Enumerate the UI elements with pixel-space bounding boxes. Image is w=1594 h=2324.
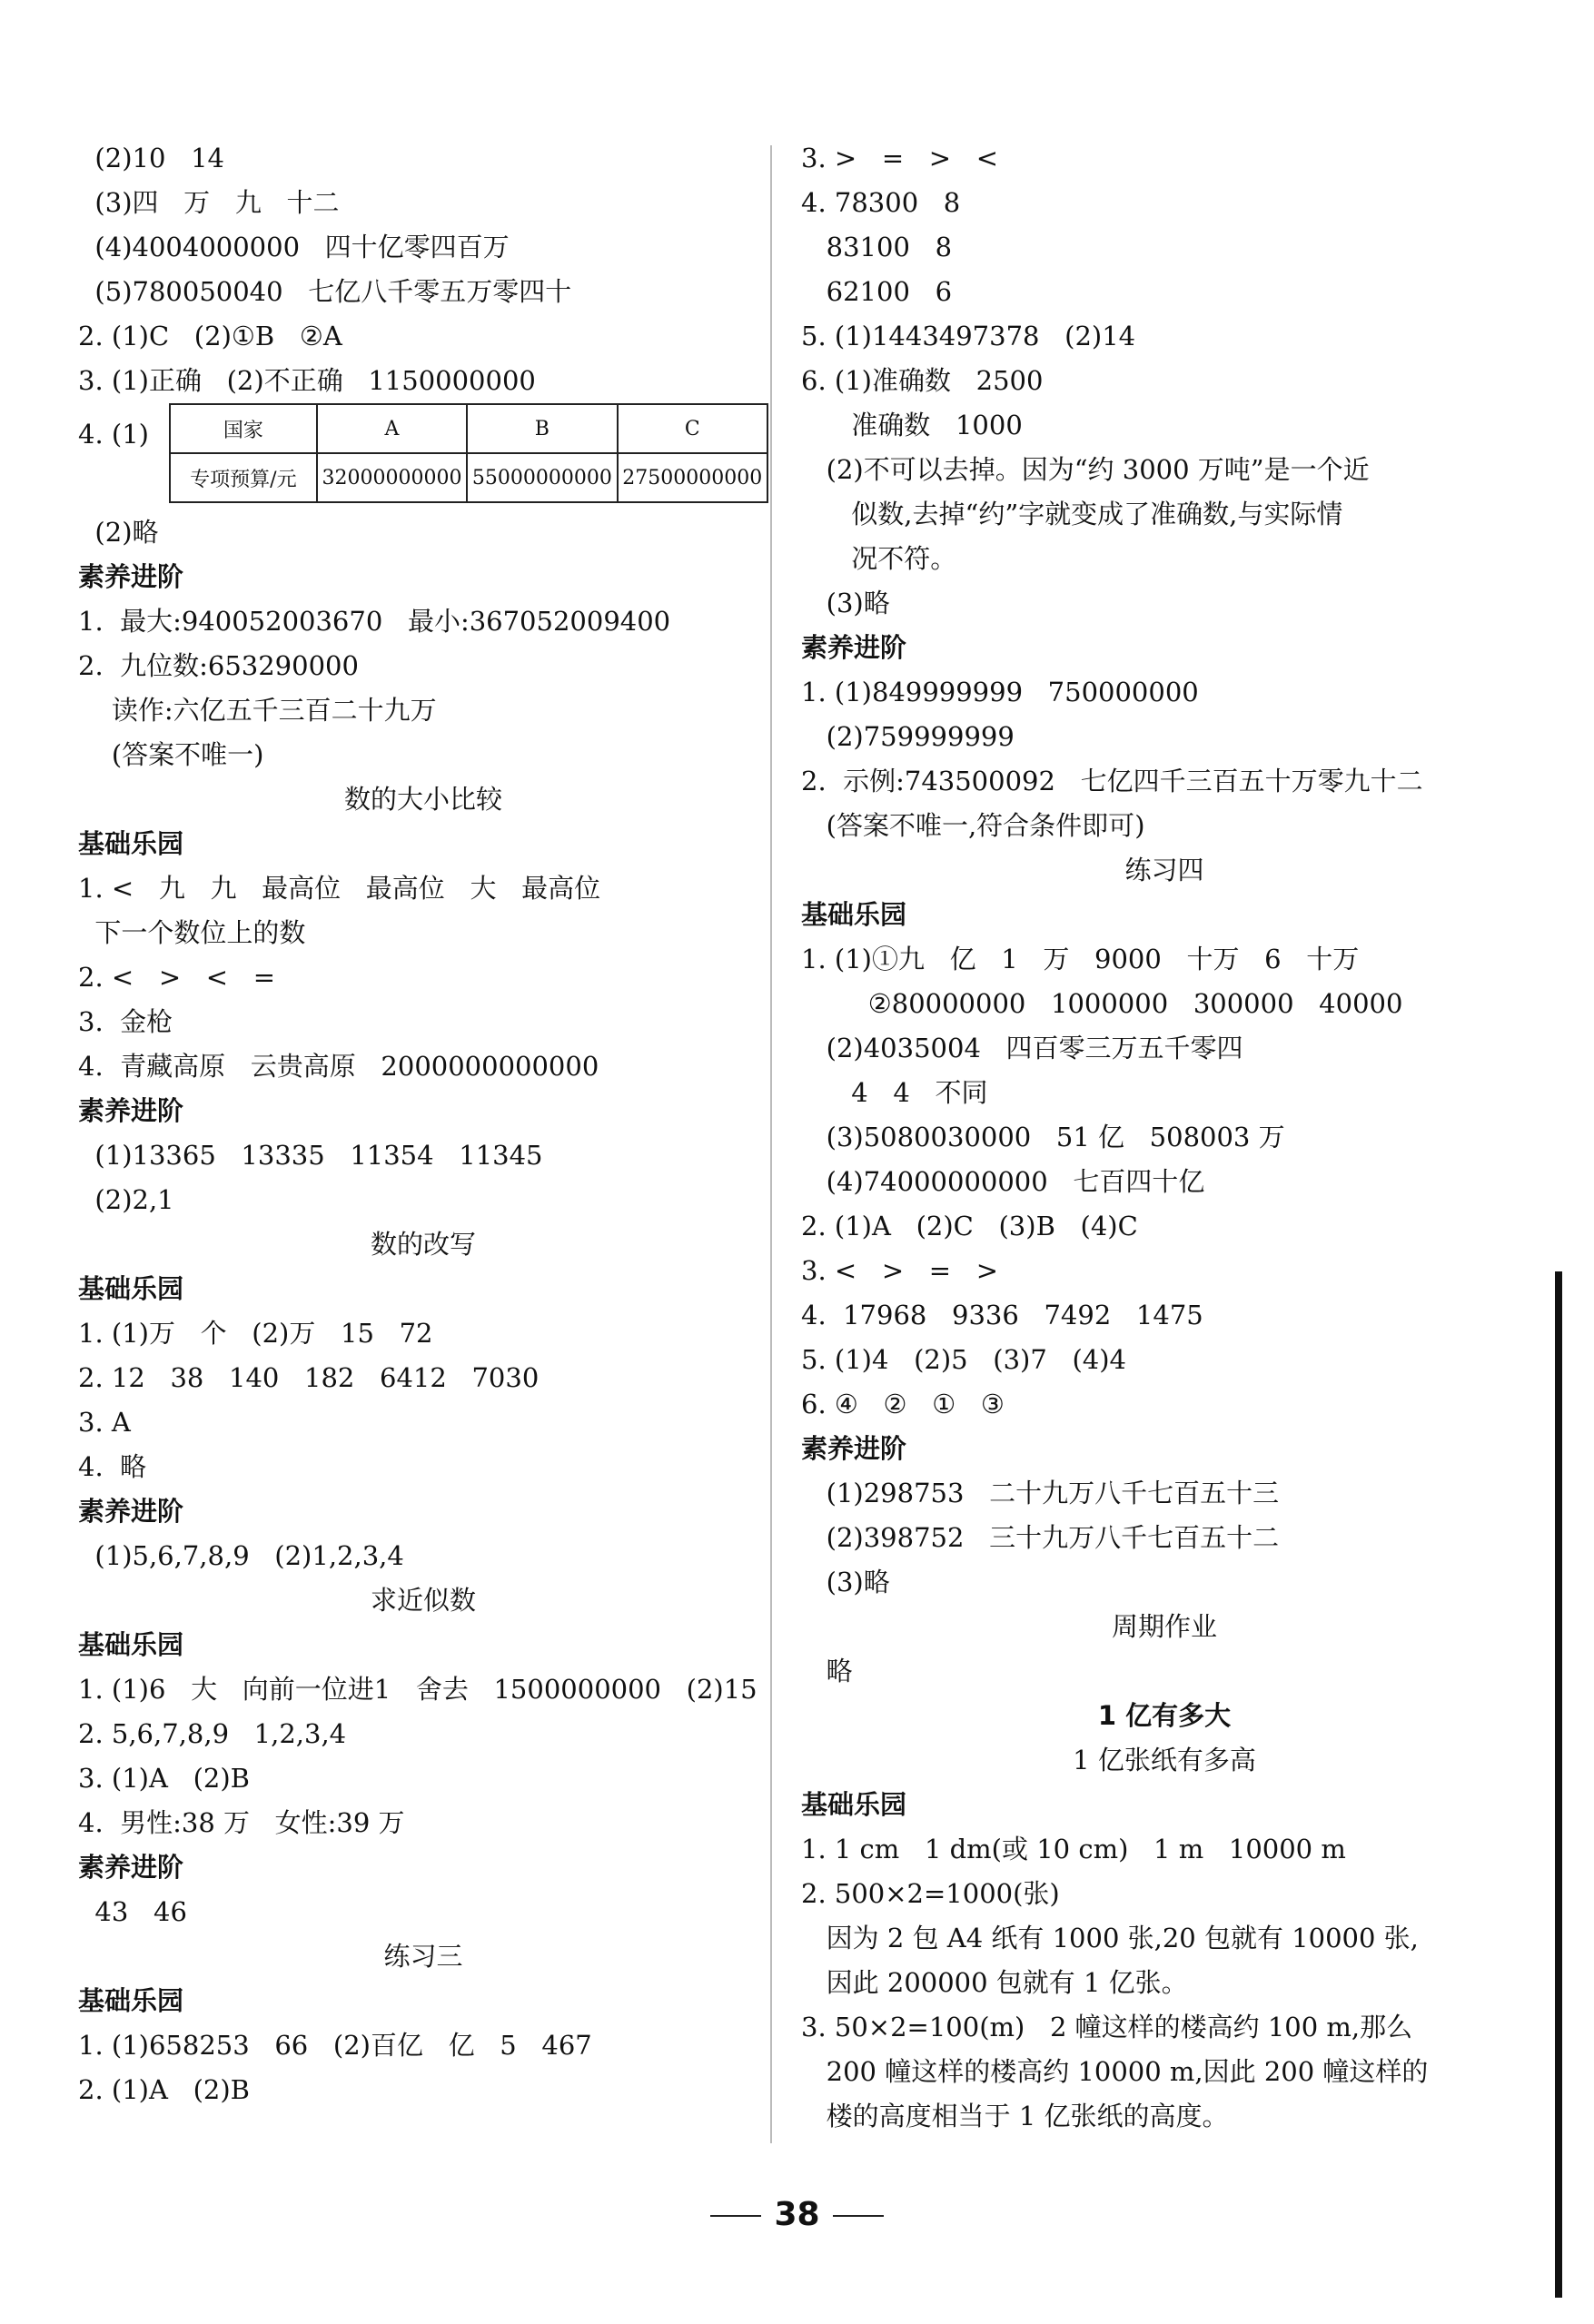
topic-title: 数的改写 [370, 1229, 476, 1260]
answer-line: 3. (1)正确 (2)不正确 1150000000 [78, 365, 536, 396]
topic-title: 1 亿张纸有多高 [1073, 1745, 1256, 1775]
section-heading: 素养进阶 [78, 1852, 184, 1883]
answer-line: (2)略 [78, 517, 159, 548]
answer-line: (1)5,6,7,8,9 (2)1,2,3,4 [78, 1540, 404, 1571]
answer-line: 5. (1)1443497378 (2)14 [801, 321, 1136, 351]
answer-line: 4. 78300 8 [801, 187, 961, 218]
answer-line: 因此 200000 包就有 1 亿张。 [801, 1967, 1188, 1998]
table-row [170, 404, 767, 453]
answer-line: 3. (1)A (2)B [78, 1763, 250, 1794]
section-heading: 基础乐园 [78, 1629, 184, 1660]
answer-line: 3. 50×2=100(m) 2 幢这样的楼高约 100 m,那么 [801, 2012, 1413, 2042]
section-heading: 素养进阶 [78, 561, 184, 592]
left-column [78, 136, 768, 2112]
table-cell: 27500000000 [618, 453, 767, 502]
answer-line: 4. 青藏高原 云贵高原 2000000000000 [78, 1051, 599, 1082]
answer-line: 200 幢这样的楼高约 10000 m,因此 200 幢这样的 [801, 2056, 1429, 2087]
answer-line: 1. (1)①九 亿 1 万 9000 十万 6 十万 [801, 944, 1360, 974]
answer-line: (5)780050040 七亿八千零五万零四十 [78, 276, 572, 307]
answer-line: (3)5080030000 51 亿 508003 万 [801, 1122, 1285, 1152]
answer-line: (2)2,1 [78, 1184, 174, 1215]
table-header-cell: C [618, 404, 767, 453]
answer-line: 2. 500×2=1000(张) [801, 1878, 1060, 1909]
topic-title: 周期作业 [1111, 1611, 1217, 1642]
answer-line: 2. 示例:743500092 七亿四千三百五十万零九十二 [801, 766, 1423, 796]
table-question-label: 4. (1) [78, 419, 149, 450]
answer-line: 1. 最大:940052003670 最小:367052009400 [78, 606, 671, 637]
section-heading: 基础乐园 [78, 828, 184, 859]
table-header-cell: 国家 [170, 404, 317, 453]
answer-line: 2. 12 38 140 182 6412 7030 [78, 1362, 540, 1393]
answer-line: 6. ④ ② ① ③ [801, 1389, 1005, 1419]
answer-line: 3. 金枪 [78, 1006, 173, 1037]
table-row [170, 453, 767, 502]
answer-line: 似数,去掉“约”字就变成了准确数,与实际情 [801, 499, 1343, 529]
answer-line: 1. 1 cm 1 dm(或 10 cm) 1 m 10000 m [801, 1834, 1346, 1864]
answer-line: 3. A [78, 1407, 131, 1438]
topic-title: 练习三 [383, 1941, 463, 1972]
answer-line: (答案不唯一,符合条件即可) [801, 810, 1145, 841]
section-heading: 素养进阶 [78, 1496, 184, 1527]
answer-line: 4. 男性:38 万 女性:39 万 [78, 1807, 405, 1838]
answer-line: 2. 5,6,7,8,9 1,2,3,4 [78, 1718, 347, 1749]
scan-edge-mark [1555, 1271, 1562, 2298]
answer-line: 4. 略 [78, 1451, 147, 1482]
answer-line: 略 [801, 1656, 853, 1686]
answer-line: (3)略 [801, 588, 890, 618]
answer-line: 2. < > < = [78, 962, 276, 993]
answer-line: 62100 6 [801, 276, 953, 307]
table-header-cell: B [467, 404, 617, 453]
footer-dash-left [710, 2215, 761, 2217]
answer-line: (1)13365 13335 11354 11345 [78, 1140, 543, 1171]
answer-line: 4. 17968 9336 7492 1475 [801, 1300, 1203, 1330]
topic-title: 1 亿有多大 [1097, 1700, 1232, 1731]
answer-line: 2. (1)C (2)①B ②A [78, 321, 342, 351]
answer-line: (2)不可以去掉。因为“约 3000 万吨”是一个近 [801, 454, 1370, 485]
answer-line: 下一个数位上的数 [78, 917, 306, 948]
answer-line: 3. > = > < [801, 143, 999, 173]
answer-line: (答案不唯一) [78, 739, 264, 770]
answer-line: 因为 2 包 A4 纸有 1000 张,20 包就有 10000 张, [801, 1923, 1419, 1953]
answer-line: 1. (1)849999999 750000000 [801, 677, 1199, 707]
answer-line: 况不符。 [801, 543, 957, 574]
answer-line: (2)759999999 [801, 721, 1015, 752]
answer-line: (3)略 [801, 1567, 890, 1597]
answer-line: 1. (1)6 大 向前一位进1 舍去 1500000000 (2)15 [78, 1674, 757, 1705]
topic-title: 求近似数 [370, 1585, 476, 1616]
section-heading: 素养进阶 [801, 632, 907, 663]
table-cell: 55000000000 [467, 453, 617, 502]
topic-title: 数的大小比较 [343, 784, 502, 815]
answer-line: 1. (1)万 个 (2)万 15 72 [78, 1318, 433, 1349]
answer-line: 1. (1)658253 66 (2)百亿 亿 5 467 [78, 2030, 592, 2061]
answer-line: 楼的高度相当于 1 亿张纸的高度。 [801, 2101, 1229, 2131]
answer-line: 1. < 九 九 最高位 最高位 大 最高位 [78, 873, 601, 904]
answer-line: (2)398752 三十九万八千七百五十二 [801, 1522, 1280, 1553]
answer-line: 5. (1)4 (2)5 (3)7 (4)4 [801, 1344, 1126, 1375]
section-heading: 素养进阶 [78, 1095, 184, 1126]
answer-line: (4)4004000000 四十亿零四百万 [78, 232, 510, 262]
footer-dash-right [833, 2215, 884, 2217]
topic-title: 练习四 [1124, 855, 1204, 885]
table-cell: 32000000000 [317, 453, 467, 502]
answer-line: (1)298753 二十九万八千七百五十三 [801, 1478, 1280, 1508]
answer-line: 4 4 不同 [801, 1077, 988, 1108]
column-divider [770, 145, 772, 2143]
answer-line: 6. (1)准确数 2500 [801, 365, 1044, 396]
answer-line: ②80000000 1000000 300000 40000 [801, 988, 1403, 1019]
answer-line: 读作:六亿五千三百二十九万 [78, 695, 437, 726]
right-column [801, 136, 1528, 2139]
answer-line: 2. (1)A (2)C (3)B (4)C [801, 1211, 1138, 1241]
answer-line: 2. (1)A (2)B [78, 2074, 250, 2105]
budget-table-block [78, 403, 768, 510]
section-heading: 素养进阶 [801, 1433, 907, 1464]
page-number: 38 [774, 2196, 820, 2233]
answer-line: 83100 8 [801, 232, 953, 262]
section-heading: 基础乐园 [801, 1789, 907, 1820]
page-number-footer [0, 2196, 1594, 2233]
answer-line: (2)4035004 四百零三万五千零四 [801, 1033, 1243, 1063]
table-header-cell: A [317, 404, 467, 453]
answer-line: 准确数 1000 [801, 410, 1023, 440]
budget-table [169, 403, 768, 503]
answer-line: (2)10 14 [78, 143, 224, 173]
section-heading: 基础乐园 [801, 899, 907, 930]
answer-line: (3)四 万 九 十二 [78, 187, 340, 218]
section-heading: 基础乐园 [78, 1273, 184, 1304]
answer-line: 3. < > = > [801, 1255, 999, 1286]
table-cell: 专项预算/元 [170, 453, 317, 502]
answer-line: (4)74000000000 七百四十亿 [801, 1166, 1205, 1197]
answer-line: 2. 九位数:653290000 [78, 650, 359, 681]
section-heading: 基础乐园 [78, 1985, 184, 2016]
answer-line: 43 46 [78, 1896, 187, 1927]
